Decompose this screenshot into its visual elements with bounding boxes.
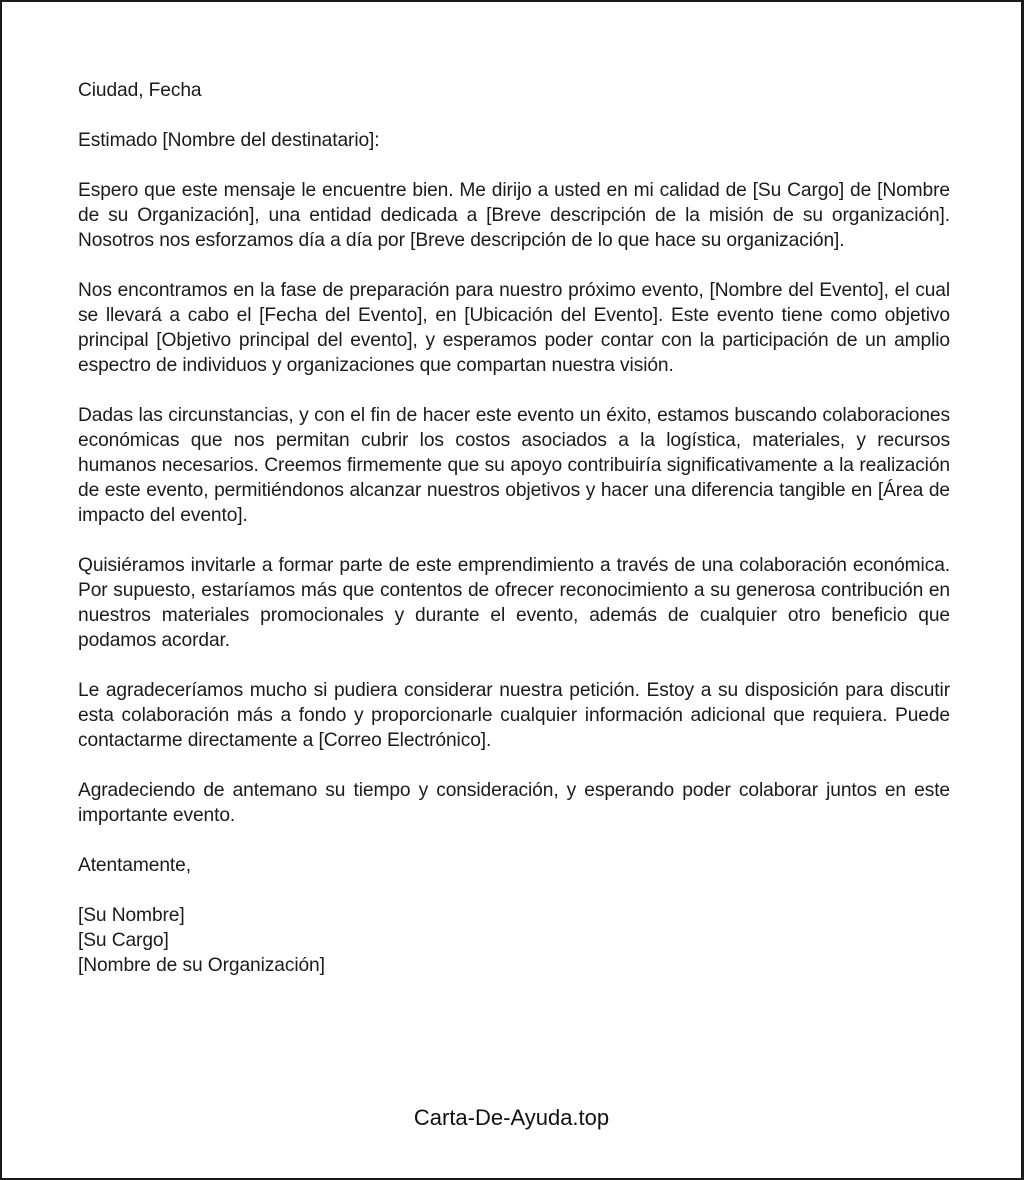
paragraph-introduction: Espero que este mensaje le encuentre bien. Me dirijo a usted en mi calidad de [Su Cargo] de [Nombre de su Organización], una entidad dedicada a [Breve descripción de la misión de su organización]. Nosotros nos esforzamos día a día por [Breve descripción de lo que hace su organización]. <box>78 180 950 251</box>
paragraph-invitation: Quisiéramos invitarle a formar parte de este emprendimiento a través de una colaboración económica. Por supuesto, estaríamos más que contentos de ofrecer reconocimiento a su generosa contribución en nuestros materiales promocionales y durante el evento, además de cualquier otro beneficio que podamos acordar. <box>78 555 950 651</box>
salutation: Estimado [Nombre del destinatario]: <box>78 130 380 151</box>
closing: Atentamente, <box>78 855 191 876</box>
paragraph-contact: Le agradeceríamos mucho si pudiera considerar nuestra petición. Estoy a su disposición para discutir esta colaboración más a fondo y proporcionarle cualquier información adicional que requiera. Puede contactarme directamente a [Correo Electrónico]. <box>78 680 950 751</box>
paragraph-event: Nos encontramos en la fase de preparación para nuestro próximo evento, [Nombre del Evento], el cual se llevará a cabo el [Fecha del Evento], en [Ubicación del Evento]. Este evento tiene como objetivo principal [Objetivo principal del evento], y esperamos poder contar con la participación de un amplio espectro de individuos y organizaciones que compartan nuestra visión. <box>78 280 950 376</box>
signature-organization: [Nombre de su Organización] <box>78 955 325 976</box>
paragraph-thanks: Agradeciendo de antemano su tiempo y consideración, y esperando poder colaborar juntos en este importante evento. <box>78 780 950 826</box>
footer-site-name: Carta-De-Ayuda.top <box>413 1105 610 1130</box>
place-date: Ciudad, Fecha <box>78 80 202 101</box>
signature-position: [Su Cargo] <box>78 930 169 951</box>
letter-body <box>78 78 950 978</box>
signature-name: [Su Nombre] <box>78 905 185 926</box>
paragraph-request: Dadas las circunstancias, y con el fin de hacer este evento un éxito, estamos buscando colaboraciones económicas que nos permitan cubrir los costos asociados a la logística, materiales, y recursos humanos necesarios. Creemos firmemente que su apoyo contribuiría significativamente a la realización de este evento, permitiéndonos alcanzar nuestros objetivos y hacer una diferencia tangible en [Área de impacto del evento]. <box>78 405 950 526</box>
signature-block <box>78 903 950 978</box>
